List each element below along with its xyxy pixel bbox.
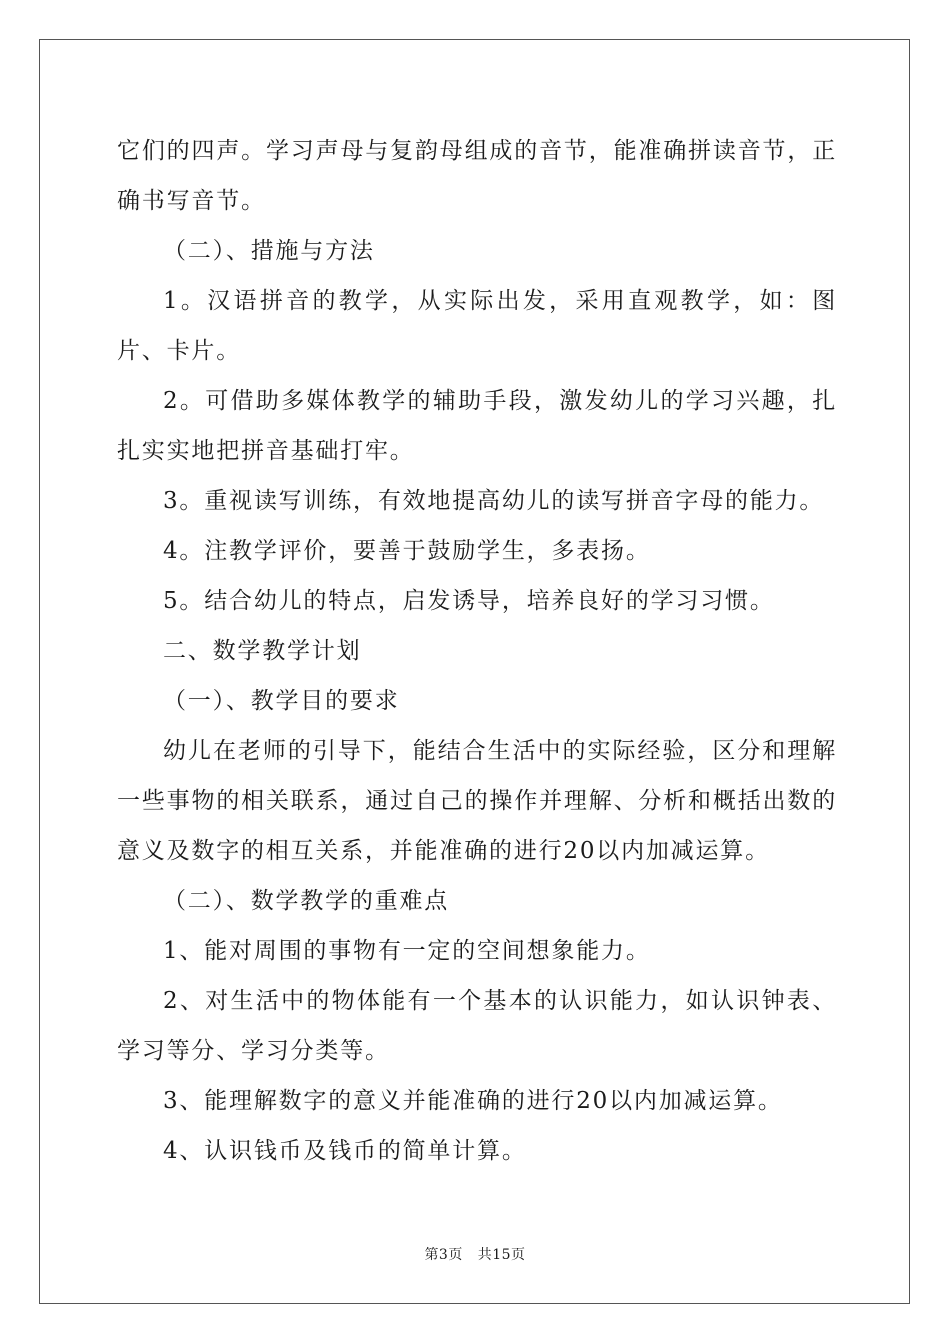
document-body <box>117 126 837 1176</box>
paragraph: 4、认识钱币及钱币的简单计算。 <box>163 1138 527 1164</box>
paragraph: 3、能理解数字的意义并能准确的进行20以内加减运算。 <box>163 1088 783 1114</box>
page-total: 共15页 <box>477 1247 526 1263</box>
section-heading: （二）、措施与方法 <box>163 238 375 264</box>
page-number: 第3页 <box>424 1247 463 1263</box>
paragraph: 2、对生活中的物体能有一个基本的认识能力，如认识钟表、学习等分、学习分类等。 <box>117 988 837 1064</box>
paragraph: 1。汉语拼音的教学，从实际出发，采用直观教学，如：图片、卡片。 <box>117 288 837 364</box>
paragraph: 幼儿在老师的引导下，能结合生活中的实际经验，区分和理解一些事物的相关联系，通过自己的操作并理解、分析和概括出数的意义及数字的相互关系，并能准确的进行20以内加减运算。 <box>117 738 837 864</box>
section-heading: （一）、教学目的要求 <box>163 688 400 714</box>
section-heading: 二、数学教学计划 <box>163 638 362 664</box>
paragraph: 3。重视读写训练，有效地提高幼儿的读写拼音字母的能力。 <box>163 488 825 514</box>
section-heading: （二）、数学教学的重难点 <box>163 888 450 914</box>
paragraph: 2。可借助多媒体教学的辅助手段，激发幼儿的学习兴趣，扎扎实实地把拼音基础打牢。 <box>117 388 837 464</box>
paragraph: 1、能对周围的事物有一定的空间想象能力。 <box>163 938 651 964</box>
page-footer <box>0 1244 950 1264</box>
paragraph: 5。结合幼儿的特点，启发诱导，培养良好的学习习惯。 <box>163 588 775 614</box>
paragraph: 它们的四声。学习声母与复韵母组成的音节，能准确拼读音节，正确书写音节。 <box>117 138 837 214</box>
paragraph: 4。注教学评价，要善于鼓励学生，多表扬。 <box>163 538 651 564</box>
